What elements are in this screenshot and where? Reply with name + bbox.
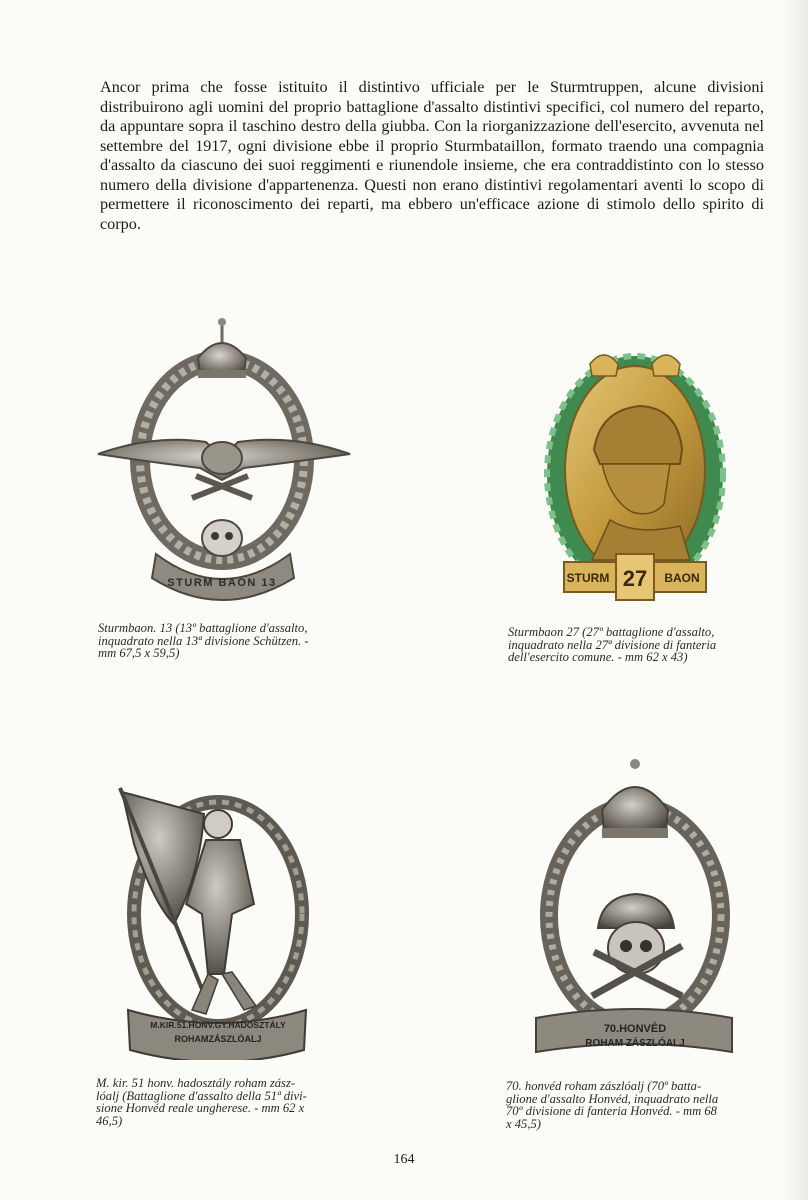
- caption-sturmbaon-27: [508, 626, 798, 664]
- caption-line: sione Honvéd reale ungherese. - mm 62 x: [96, 1101, 305, 1115]
- caption-line: lóalj (Battaglione d'assalto della 51ª divi-: [96, 1088, 307, 1103]
- badge-ribbon-right: BAON: [664, 571, 700, 585]
- page-edge-shadow: [782, 0, 808, 1200]
- badge-ribbon-number: 27: [622, 566, 648, 591]
- intro-paragraph: Ancor prima che fosse istituito il distintivo ufficiale per le Sturmtruppen, alcune divisioni distribuirono agli uomini del proprio battaglione d'assalto distintivi specifici, col numero del reparto, da appuntare sopra il taschino destro della giubba. Con la riorganizzazione dell'esercito, avvenuta nel settembre del 1917, ogni divisione ebbe il proprio Sturmbataillon, formato traendo una compagnia d'assalto da ciascuno dei suoi reggimenti e riunendole insieme, che era contraddistinto con lo stesso numero della divisione d'appartenenza. Questi non erano distintivi regolamentari aventi lo scopo di permettere il riconoscimento dei reparti, ma ebbero un'efficace azione di stimolo dello spirito di corpo.: [100, 78, 764, 233]
- badge-ribbon-line-1: M.KIR.51.HONV.GY.HADOSZTÁLY: [150, 1020, 286, 1030]
- caption-line: inquadrato nella 27ª divisione di fanteria: [508, 637, 717, 652]
- caption-line: M. kir. 51 honv. hadosztály roham zász-: [96, 1076, 296, 1090]
- caption-line: glione d'assalto Honvéd, inquadrato nella: [506, 1091, 719, 1106]
- caption-70-honved: [506, 1080, 798, 1130]
- caption-line: Sturmbaon. 13 (13º battaglione d'assalto,: [98, 621, 308, 635]
- badge-ribbon-inscription: STURM BAON 13: [167, 577, 277, 589]
- page-number: 164: [393, 1152, 415, 1167]
- caption-51-honved: [96, 1077, 396, 1127]
- badge-ribbon-left: STURM: [566, 571, 610, 585]
- badge-photo-51-honved: [114, 784, 314, 1060]
- caption-line: mm 67,5 x 59,5): [98, 646, 180, 660]
- badge-ribbon-line-2: ROHAM ZÁSZLÓALJ: [585, 1038, 685, 1049]
- caption-sturmbaon-13: [98, 622, 398, 660]
- caption-line: x 45,5): [506, 1116, 541, 1131]
- badge-photo-sturmbaon-13: [94, 308, 356, 604]
- badge-ribbon-line-1: 70.HONVÉD: [603, 1023, 667, 1035]
- caption-line: 46,5): [96, 1113, 123, 1128]
- badge-photo-sturmbaon-27: [540, 340, 730, 608]
- caption-line: 70. honvéd roham zászlóalj (70º batta-: [506, 1079, 702, 1093]
- badge-ribbon-line-2: ROHAMZÁSZLÓALJ: [174, 1034, 262, 1044]
- badge-photo-70-honved: [532, 756, 738, 1062]
- caption-line: dell'esercito comune. - mm 62 x 43): [508, 650, 688, 664]
- caption-line: inquadrato nella 13ª divisione Schützen. -: [98, 633, 309, 648]
- caption-line: Sturmbaon 27 (27º battaglione d'assalto,: [508, 625, 715, 639]
- caption-line: 70º divisione di fanteria Honvéd. - mm 68: [506, 1104, 717, 1118]
